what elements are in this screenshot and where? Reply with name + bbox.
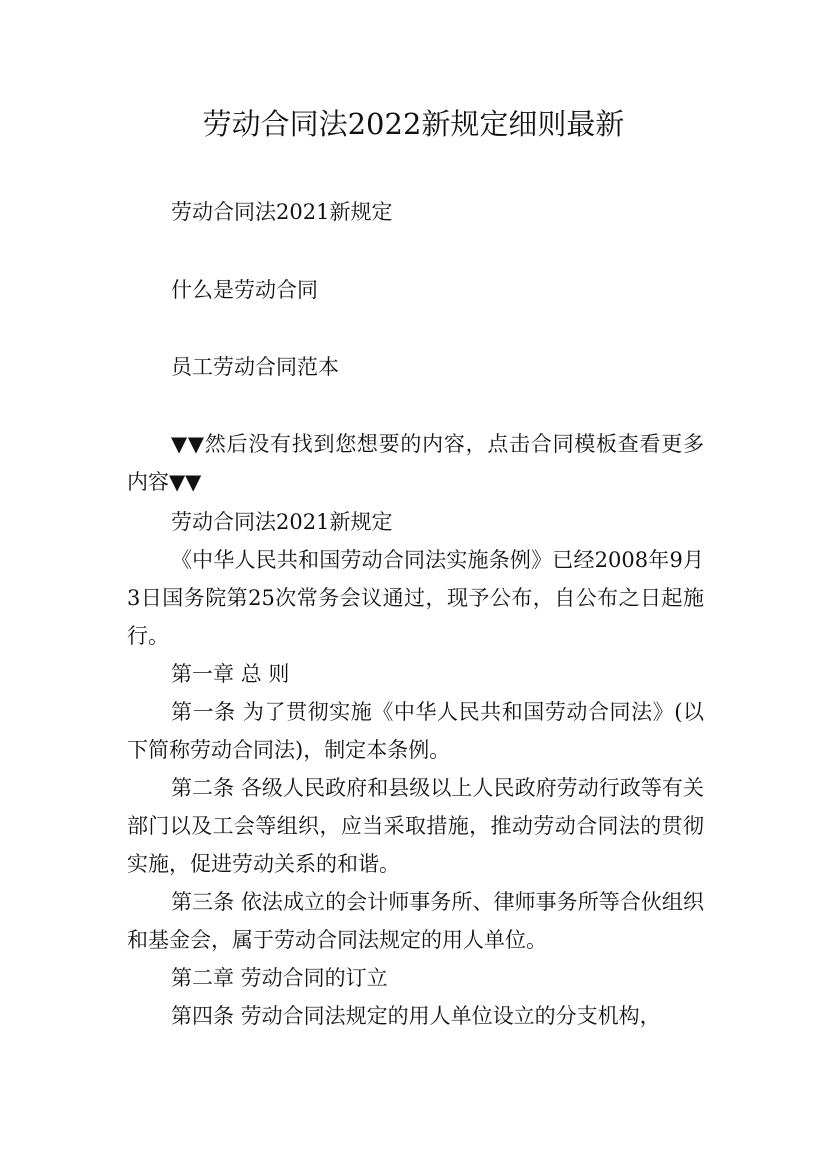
article-4: 第四条 劳动合同法规定的用人单位设立的分支机构， xyxy=(171,1004,661,1028)
article-3: 第三条 依法成立的会计师事务所、律师事务所等合伙组织和基金会，属于劳动合同法规定的用人单位。 xyxy=(127,890,704,952)
article-2: 第二条 各级人民政府和县级以上人民政府劳动行政等有关部门以及工会等组织，应当采取措施，推动劳动合同法的贯彻实施，促进劳动关系的和谐。 xyxy=(127,776,704,876)
toc-item-new-rules: 劳动合同法2021新规定 xyxy=(171,200,393,224)
article-1: 第一条 为了贯彻实施《中华人民共和国劳动合同法》(以下简称劳动合同法)，制定本条例。 xyxy=(127,700,704,762)
document-title: 劳动合同法2022新规定细则最新 xyxy=(202,107,625,141)
toc-item-what-is-contract: 什么是劳动合同 xyxy=(171,278,318,302)
chapter-heading-general: 第一章 总 则 xyxy=(171,662,290,686)
notice-text: ▼▼然后没有找到您想要的内容，点击合同模板查看更多内容▼▼ xyxy=(127,432,704,494)
chapter-heading-contract-formation: 第二章 劳动合同的订立 xyxy=(171,966,388,990)
paragraph-regulation-intro: 《中华人民共和国劳动合同法实施条例》已经2008年9月3日国务院第25次常务会议通过，现予公布，自公布之日起施行。 xyxy=(127,548,704,648)
toc-item-contract-template: 员工劳动合同范本 xyxy=(171,355,339,379)
section-heading-new-rules: 劳动合同法2021新规定 xyxy=(171,510,393,534)
